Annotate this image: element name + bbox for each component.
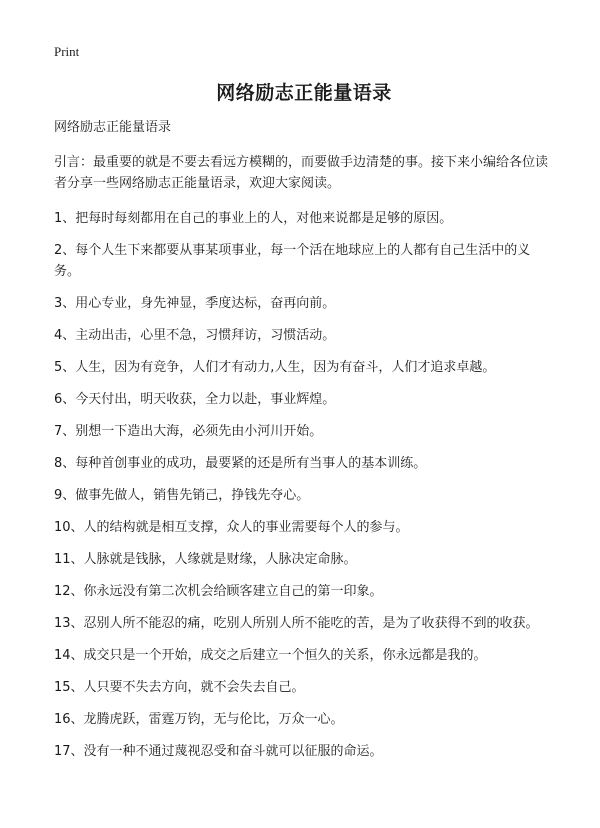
- intro-paragraph: 引言：最重要的就是不要去看远方模糊的，而要做手边清楚的事。接下来小编给各位读者分享一些网络励志正能量语录，欢迎大家阅读。: [54, 155, 549, 191]
- quote-item-14: 14、成交只是一个开始，成交之后建立一个恒久的关系，你永远都是我的。: [54, 648, 487, 663]
- quote-item-6: 6、今天付出，明天收获，全力以赴，事业辉煌。: [54, 392, 336, 407]
- quote-list: [54, 208, 554, 762]
- quote-item-2: 2、每个人生下来都要从事某项事业，每一个活在地球应上的人都有自己生活中的义务。: [54, 243, 531, 279]
- quote-item-13: 13、忍别人所不能忍的痛，吃别人所别人所不能吃的苦，是为了收获得不到的收获。: [54, 616, 539, 631]
- document-title: 网络励志正能量语录: [216, 82, 392, 104]
- quote-item-10: 10、人的结构就是相互支撑，众人的事业需要每个人的参与。: [54, 520, 409, 535]
- quote-item-8: 8、每种首创事业的成功，最要紧的还是所有当事人的基本训练。: [54, 456, 427, 471]
- quote-item-12: 12、你永远没有第二次机会给顾客建立自己的第一印象。: [54, 584, 383, 599]
- quote-item-11: 11、人脉就是钱脉，人缘就是财缘，人脉决定命脉。: [54, 552, 357, 567]
- quote-item-9: 9、做事先做人，销售先销己，挣钱先夺心。: [54, 488, 310, 503]
- quote-item-4: 4、主动出击，心里不急，习惯拜访，习惯活动。: [54, 328, 336, 343]
- print-link[interactable]: Print: [54, 44, 80, 59]
- quote-item-3: 3、用心专业，身先神显，季度达标，奋再向前。: [54, 296, 336, 311]
- document-subtitle: 网络励志正能量语录: [54, 120, 172, 135]
- quote-item-16: 16、龙腾虎跃，雷霆万钧，无与伦比，万众一心。: [54, 712, 344, 727]
- quote-item-1: 1、把每时每刻都用在自己的事业上的人，对他来说都是足够的原因。: [54, 211, 453, 226]
- quote-item-7: 7、别想一下造出大海，必须先由小河川开始。: [54, 424, 323, 439]
- quote-item-17: 17、没有一种不通过蔑视忍受和奋斗就可以征服的命运。: [54, 744, 383, 759]
- quote-item-15: 15、人只要不失去方向，就不会失去自己。: [54, 680, 305, 695]
- quote-item-5: 5、人生，因为有竞争，人们才有动力,人生，因为有奋斗，人们才追求卓越。: [54, 360, 496, 375]
